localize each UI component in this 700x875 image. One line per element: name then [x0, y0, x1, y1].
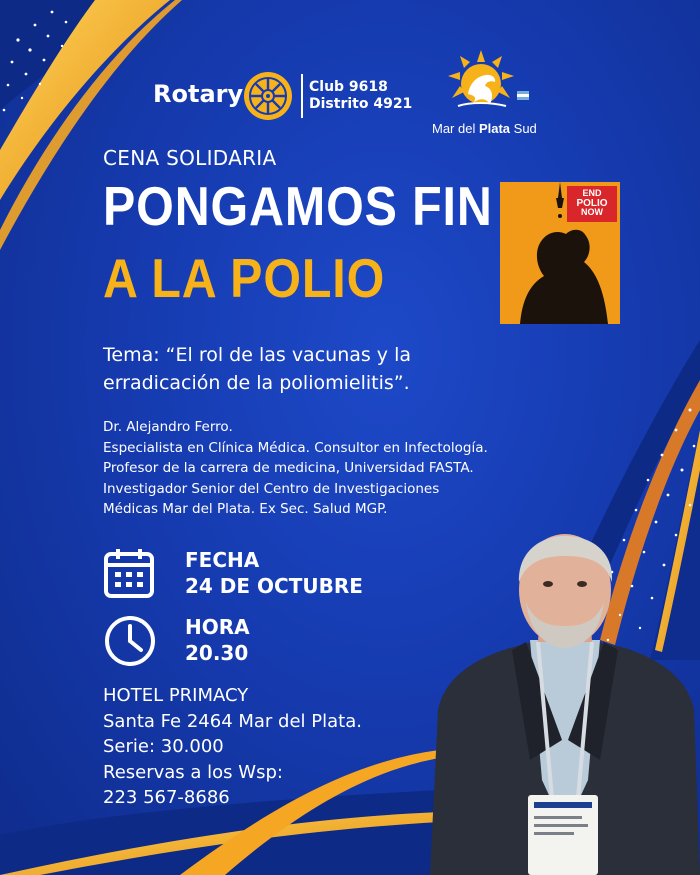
logo-divider — [301, 74, 303, 118]
rotary-wordmark: Rotary — [153, 80, 244, 108]
rotary-wheel-icon — [242, 70, 294, 122]
partner-name: Mar del Plata Sud — [432, 121, 537, 136]
headline-line-1: PONGAMOS FIN — [103, 175, 493, 237]
venue-address: Santa Fe 2464 Mar del Plata. — [103, 710, 362, 732]
mar-del-plata-sud-logo — [440, 48, 522, 120]
date-label: FECHA — [185, 548, 260, 572]
bio-line: Médicas Mar del Plata. Ex Sec. Salud MGP. — [103, 501, 388, 517]
argentina-flag-icon — [517, 91, 529, 100]
bio-line: Profesor de la carrera de medicina, Universidad FASTA. — [103, 460, 474, 476]
speaker-bio — [103, 417, 603, 520]
bio-line: Dr. Alejandro Ferro. — [103, 419, 233, 435]
date-value: 24 DE OCTUBRE — [185, 574, 363, 598]
reservations-label: Reservas a los Wsp: — [103, 761, 283, 783]
club-info — [309, 79, 412, 113]
venue-name: HOTEL PRIMACY — [103, 685, 249, 706]
club-number: Club 9618 — [309, 79, 388, 95]
end-polio-now-badge: END POLIO NOW — [567, 186, 617, 222]
venue-info — [103, 683, 362, 811]
calendar-icon — [103, 547, 155, 599]
bio-line: Investigador Senior del Centro de Investigaciones — [103, 480, 440, 497]
ticket-price: Serie: 30.000 — [103, 736, 224, 757]
talk-topic: Tema: “El rol de las vacunas y la erradicación de la poliomielitis”. — [103, 344, 412, 394]
whatsapp-number: 223 567-8686 — [103, 787, 230, 808]
time-label: HORA — [185, 615, 250, 639]
speaker-photo — [430, 530, 700, 875]
event-type: CENA SOLIDARIA — [103, 146, 277, 170]
headline-line-2: A LA POLIO — [103, 247, 386, 309]
time-value: 20.30 — [185, 641, 249, 665]
clock-icon — [103, 614, 157, 668]
bio-line: Especialista en Clínica Médica. Consultor en Infectología. — [103, 439, 488, 456]
district-number: Distrito 4921 — [309, 96, 413, 112]
